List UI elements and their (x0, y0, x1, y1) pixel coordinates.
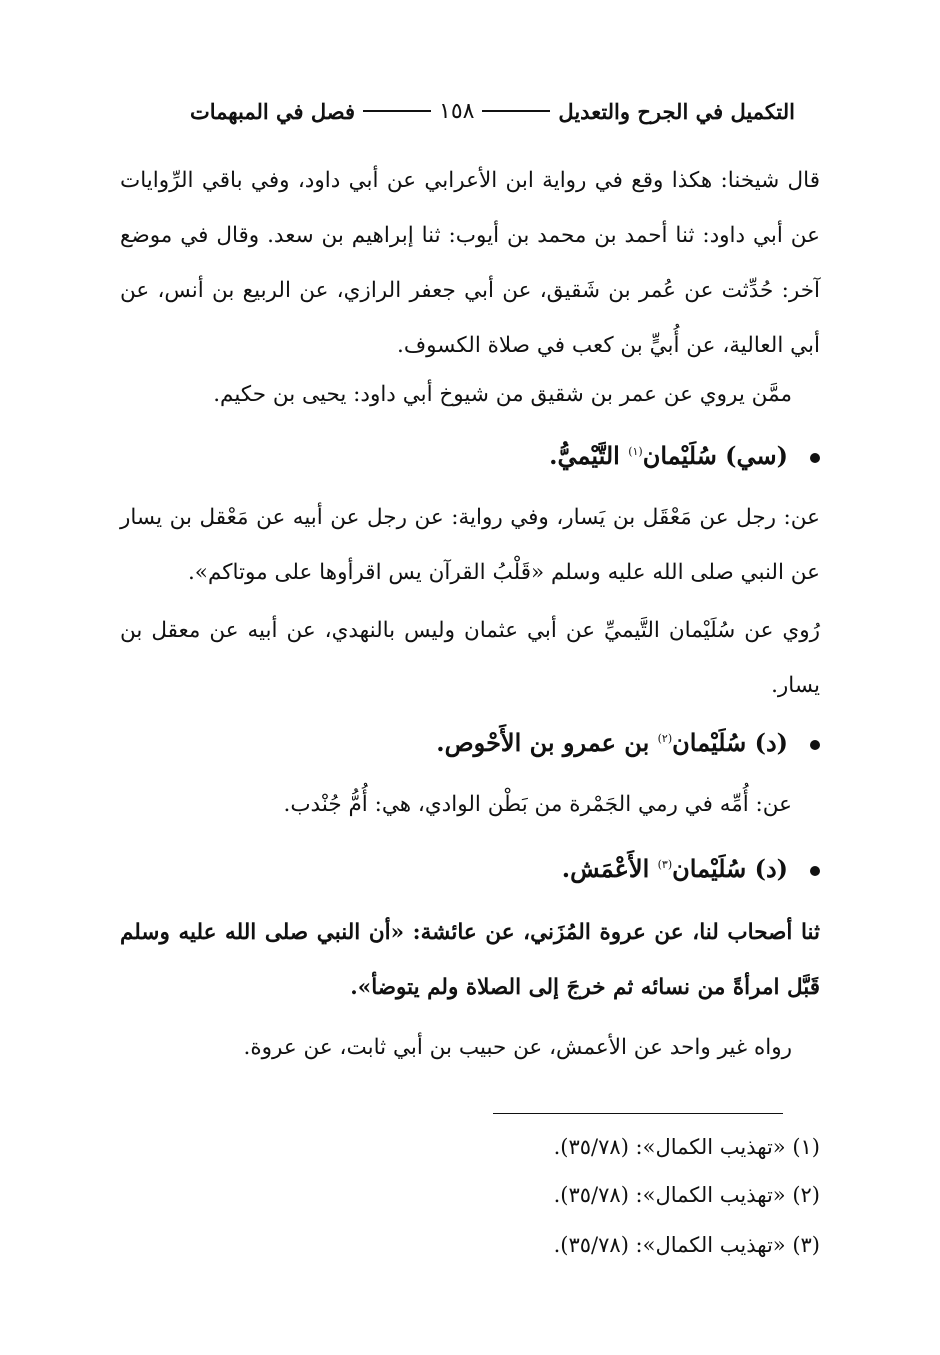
entry-suffix: الأَعْمَش. (561, 854, 650, 883)
footnote-3: (٣) «تهذيب الكمال»: (٣٥/٧٨). (553, 1233, 820, 1257)
paragraph-7: رواه غير واحد عن الأعمش، عن حبيب بن أبي ثابت، عن عروة. (243, 1035, 792, 1060)
running-head (190, 94, 795, 128)
section-title: فصل في المبهمات (190, 98, 356, 124)
paragraph-6: ثنا أصحاب لنا، عن عروة المُزَني، عن عائشة: «أن النبي صلى الله عليه وسلم قَبَّل امرأةً من نسائه ثم خرجَ إلى الصلاة ولم يتوضأ». (120, 920, 820, 1000)
entry-name: سُلَيْمان (672, 728, 747, 757)
entry-heading-2 (120, 719, 820, 763)
page-number: ١٥٨ (439, 98, 475, 124)
footnote-1: (١) «تهذيب الكمال»: (٣٥/٧٨). (553, 1135, 820, 1159)
paragraph-2: ممَّن يروي عن عمر بن شقيق من شيوخ أبي داود: يحيى بن حكيم. (213, 382, 792, 407)
entry-prefix: (سي) (725, 441, 788, 470)
entry-heading-3 (120, 845, 820, 889)
header-dash-right (482, 110, 550, 112)
footnote-2: (٢) «تهذيب الكمال»: (٣٥/٧٨). (553, 1183, 820, 1207)
bullet-icon (810, 740, 820, 750)
header-dash-left (363, 110, 431, 112)
entry-name: سُلَيْمان (642, 441, 717, 470)
entry-prefix: (د) (754, 854, 788, 883)
entry-name: سُلَيْمان (672, 854, 747, 883)
footnote-ref: (١) (628, 445, 643, 458)
entry-suffix: التَّيْميُّ. (549, 441, 620, 470)
entry-heading-1 (120, 432, 820, 476)
bullet-icon (810, 866, 820, 876)
entry-prefix: (د) (754, 728, 788, 757)
paragraph-4: رُوي عن سُلَيْمان التَّيميِّ عن أبي عثمان وليس بالنهدي، عن أبيه عن معقل بن يسار. (120, 618, 820, 698)
book-title: التكميل في الجرح والتعديل (558, 98, 795, 124)
footnote-ref: (٣) (657, 858, 673, 871)
footnote-divider (493, 1113, 783, 1114)
footnote-ref: (٢) (657, 732, 673, 745)
paragraph-5: عن: أُمِّه في رمي الجَمْرة من بَطْن الوادي، هي: أُمُّ جُنْدب. (283, 792, 792, 817)
paragraph-3: عن: رجل عن مَعْقَل بن يَسار، وفي رواية: عن رجل عن أبيه عن مَعْقل بن يسار عن النبي صلى الله عليه وسلم «قَلْبُ القرآن يس اقرأوها على موتاكم». (120, 505, 820, 585)
bullet-icon (810, 453, 820, 463)
paragraph-1: قال شيخنا: هكذا وقع في رواية ابن الأعرابي عن أبي داود، وفي باقي الرِّوايات عن أبي داود: ثنا أحمد بن محمد بن أيوب: ثنا إبراهيم بن سعد. وقال في موضع آخر: حُدِّثت عن عُمر بن شَقيق، عن أبي جعفر الرازي، عن الربيع بن أنس، عن أبي العالية، عن أُبيٍّ بن كعب في صلاة الكسوف. (120, 168, 820, 358)
entry-suffix: بن عمرو بن الأَحْوص. (436, 728, 650, 757)
